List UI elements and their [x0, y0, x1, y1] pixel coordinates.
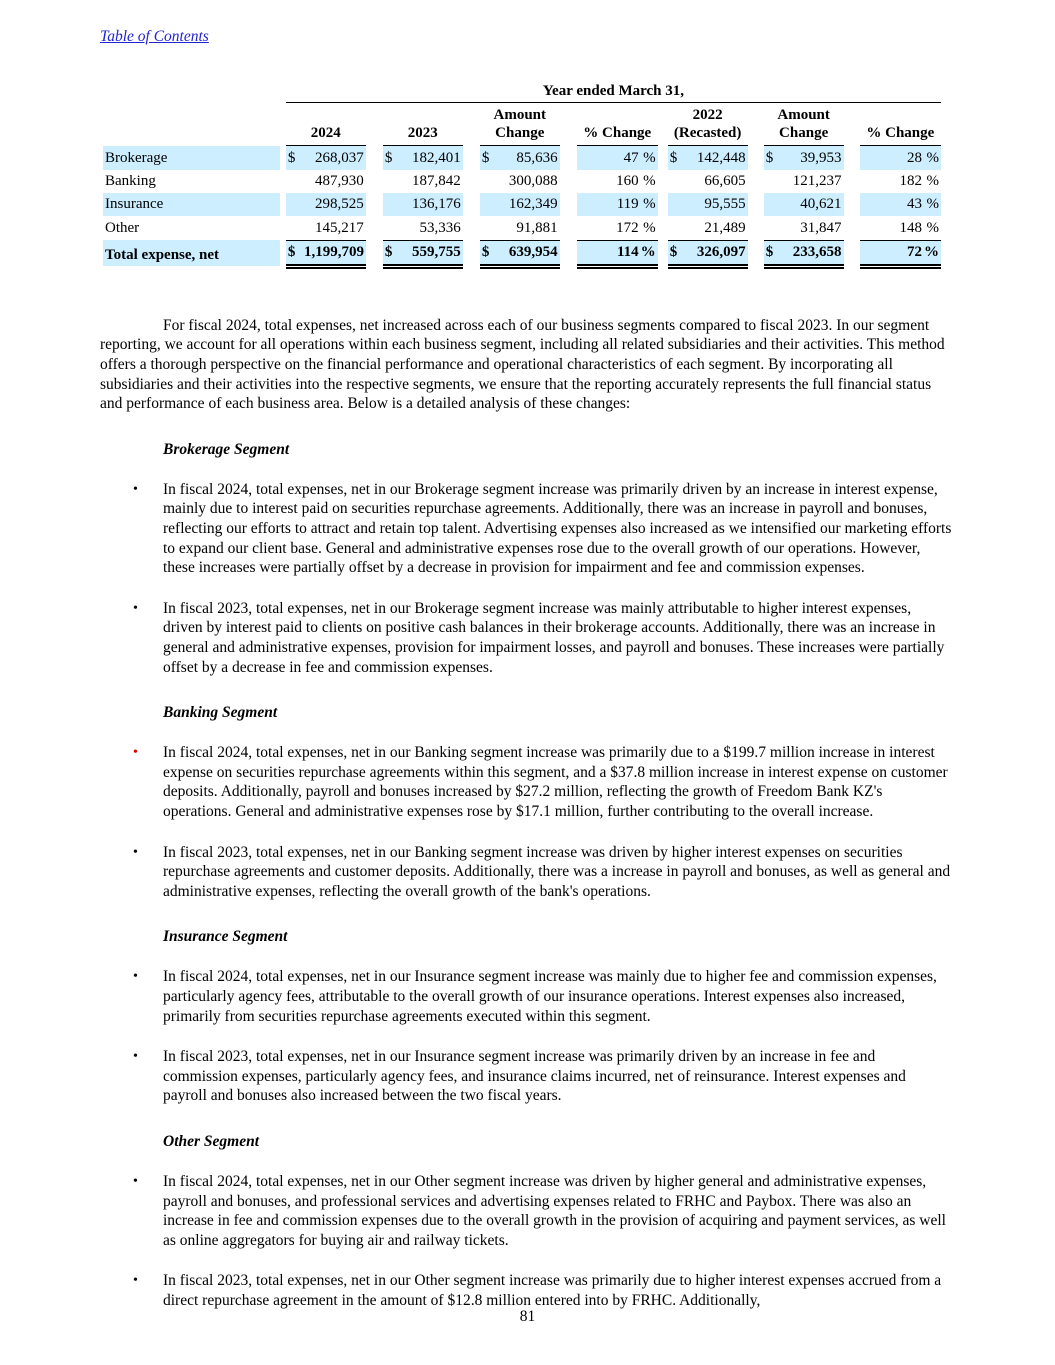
column-gap [844, 146, 860, 170]
column-gap [560, 240, 577, 266]
cell-2023-dollar [383, 170, 399, 193]
column-gap [658, 103, 668, 146]
column-gap [658, 216, 668, 240]
cell-pct-change-1: 47 % [577, 146, 658, 170]
column-gap [366, 146, 383, 170]
column-gap [658, 146, 668, 170]
col-header-2022-recasted: 2022 (Recasted) [668, 103, 748, 146]
cell-amount-change-2-dollar [764, 216, 780, 240]
column-gap [463, 146, 480, 170]
table-row-banking [103, 170, 941, 193]
header-spacer [103, 103, 280, 146]
cell-pct-change-1: 172 % [577, 216, 658, 240]
column-gap [658, 170, 668, 193]
table-row-other [103, 216, 941, 240]
cell-segment-label: Brokerage [103, 146, 280, 170]
cell-amount-change-2-dollar [764, 193, 780, 216]
cell-amount-change-2-dollar: $ [764, 146, 780, 170]
column-gap [463, 240, 480, 266]
column-gap [560, 103, 577, 146]
bullet-text: In fiscal 2023, total expenses, net in our Banking segment increase was driven by higher interest expenses on securities repurchase agreements and customer deposits. Additionally, there was a increase in payroll and bonuses, as well as general and administrative expenses, reflecting the overall growth of the bank's operations. [163, 843, 951, 900]
col-header-2023: 2023 [383, 103, 463, 146]
column-gap [748, 193, 764, 216]
col-header-amount-change-1: Amount Change [480, 103, 560, 146]
column-gap [748, 103, 764, 146]
column-gap [560, 193, 577, 216]
bullet-item [133, 599, 955, 677]
cell-amount-change-2-value: 233,658 [780, 240, 844, 266]
cell-amount-change-1-value: 85,636 [496, 146, 560, 170]
column-gap [366, 240, 383, 266]
cell-2023-value: 136,176 [399, 193, 463, 216]
col-header-pct-change-2: % Change [860, 103, 941, 146]
cell-2024-dollar: $ [286, 240, 302, 266]
cell-segment-label: Other [105, 220, 140, 237]
bullet-icon: • [133, 1049, 138, 1065]
segment-expense-table [103, 79, 941, 269]
page-number: 81 [519, 1308, 536, 1325]
bullet-item [133, 743, 955, 821]
bullet-text: In fiscal 2024, total expenses, net in our Banking segment increase was primarily due to a $199.7 million increase in interest expense on securities repurchase agreements within this segment, and a $37.8 million increase in interest expense on customer deposits. Additionally, payroll and bonuses increased by $27.2 million, reflecting the growth of Freedom Bank KZ's operations. General and administrative expenses rose by $17.1 million, further contributing to the overall increase. [163, 744, 948, 820]
cell-2023-dollar: $ [383, 146, 399, 170]
column-gap [844, 240, 860, 266]
cell-segment-label: Banking [105, 173, 156, 190]
col-header-amount-change-2: Amount Change [764, 103, 844, 146]
section-heading-other: Other Segment [163, 1132, 260, 1150]
cell-amount-change-1-value: 162,349 [496, 193, 560, 216]
cell-amount-change-1-dollar [480, 216, 496, 240]
cell-amount-change-2-dollar: $ [764, 240, 780, 266]
bullet-icon: • [133, 969, 138, 985]
cell-2024-dollar: $ [286, 146, 302, 170]
cell-2022-value: 66,605 [704, 173, 746, 190]
table-column-header-row [103, 103, 941, 146]
bullet-icon: • [133, 844, 138, 860]
column-gap [366, 216, 383, 240]
bullet-text: In fiscal 2024, total expenses, net in our Other segment increase was driven by higher general and administrative expenses, payroll and bonuses, and professional services and advertising expenses related to FRHC and Paybox. There was also an increase in fee and commission expenses due to the overall growth in the provision of acquiring and payment services, as well as online aggregators for buying air and railway tickets. [163, 1172, 946, 1249]
column-gap [748, 216, 764, 240]
cell-2023-value: 559,755 [399, 240, 463, 266]
cell-pct-change-2: 182 % [899, 173, 939, 190]
bullet-item [133, 480, 955, 578]
cell-2024-value: 487,930 [314, 173, 364, 190]
cell-segment-label: Insurance [103, 193, 280, 216]
column-gap [463, 170, 480, 193]
cell-2024-dollar [286, 193, 302, 216]
cell-pct-change-2: 28 % [860, 146, 941, 170]
cell-2023-dollar [383, 216, 399, 240]
bullet-icon-red: • [133, 745, 138, 761]
cell-2022-dollar [668, 193, 684, 216]
bullet-text: In fiscal 2023, total expenses, net in our Other segment increase was primarily due to higher interest expenses accrued from a direct repurchase agreement in the amount of $12.8 million entered into by FRHC. Additionally, [163, 1272, 942, 1309]
column-gap [658, 193, 668, 216]
cell-2024-value: 268,037 [302, 146, 366, 170]
column-gap [463, 193, 480, 216]
cell-2022-dollar: $ [668, 240, 684, 266]
bullet-text: In fiscal 2024, total expenses, net in our Brokerage segment increase was primarily driven by an increase in interest expense, mainly due to interest paid on securities repurchase agreements. Additionally, there was an increase in payroll and bonuses, reflecting our efforts to attract and retain top talent. Advertising expenses also increased as we intensified our marketing efforts to expand our client base. General and administrative expenses rose due to the overall growth of our operations. However, these increases were partially offset by a decrease in provision for impairment and fee and commission expenses. [163, 480, 952, 577]
column-gap [463, 216, 480, 240]
cell-2022-value: 21,489 [684, 216, 748, 240]
table-row-brokerage [103, 146, 941, 170]
column-gap [658, 240, 668, 266]
cell-2023-value: 187,842 [411, 173, 461, 190]
column-gap [560, 146, 577, 170]
table-row-total [103, 240, 941, 266]
column-gap [366, 103, 383, 146]
section-heading-insurance: Insurance Segment [163, 928, 288, 946]
cell-pct-change-1: 160 % [616, 173, 656, 190]
bullet-item [133, 843, 955, 902]
cell-segment-label: Total expense, net [103, 240, 280, 266]
segment-expense-table-container [103, 79, 955, 269]
table-of-contents-link[interactable]: Table of Contents [100, 28, 209, 45]
column-gap [560, 170, 577, 193]
table-period-header: Year ended March 31, [286, 79, 941, 103]
cell-2024-value: 298,525 [302, 193, 366, 216]
spanner-spacer [103, 79, 280, 103]
bullet-icon: • [133, 481, 138, 497]
bullet-text: In fiscal 2024, total expenses, net in our Insurance segment increase was mainly due to higher fee and commission expenses, particularly agency fees, attributable to the overall growth of our insurance operations. Interest expenses also increased, primarily from securities repurchase agreements executed within this segment. [163, 968, 937, 1025]
cell-2022-value: 326,097 [684, 240, 748, 266]
bullet-item [133, 1047, 955, 1106]
col-header-pct-change-1: % Change [577, 103, 658, 146]
cell-2023-value: 53,336 [399, 216, 463, 240]
bullet-item [133, 967, 955, 1026]
cell-amount-change-2-value: 40,621 [780, 193, 844, 216]
bullet-text: In fiscal 2023, total expenses, net in our Insurance segment increase was primarily driven by an increase in fee and commission expenses, particularly agency fees, and insurance claims incurred, net of reinsurance. Interest expenses and payroll and bonuses also increased between the two fiscal years. [163, 1048, 906, 1105]
cell-2022-dollar: $ [668, 146, 684, 170]
cell-2024-dollar [286, 170, 302, 193]
bullet-icon: • [133, 600, 138, 616]
column-gap [366, 193, 383, 216]
cell-amount-change-1-dollar: $ [480, 146, 496, 170]
bullet-icon: • [133, 1173, 138, 1189]
cell-amount-change-2-value: 121,237 [792, 173, 842, 190]
cell-2022-dollar [668, 216, 684, 240]
cell-amount-change-1-dollar [480, 170, 496, 193]
cell-amount-change-2-value: 31,847 [780, 216, 844, 240]
cell-pct-change-2: 148 % [860, 216, 941, 240]
cell-amount-change-2-dollar [764, 170, 780, 193]
table-spanner-row [103, 79, 941, 103]
cell-2022-value: 142,448 [684, 146, 748, 170]
cell-2024-value: 145,217 [302, 216, 366, 240]
column-gap [844, 216, 860, 240]
column-gap [463, 103, 480, 146]
cell-2022-dollar [668, 170, 684, 193]
cell-amount-change-1-dollar [480, 193, 496, 216]
cell-2024-value: 1,199,709 [302, 240, 366, 266]
bullet-text: In fiscal 2023, total expenses, net in our Brokerage segment increase was mainly attributable to higher interest expenses, driven by interest paid to clients on positive cash balances in their brokerage accounts. Additionally, there was an increase in general and administrative expenses, provision for impairment losses, and payroll and bonuses. These increases were partially offset by a decrease in fee and commission expenses. [163, 599, 945, 676]
cell-pct-change-1: 119 % [577, 193, 658, 216]
cell-pct-change-2: 72 % [860, 240, 941, 266]
column-gap [560, 216, 577, 240]
bullet-item [133, 1172, 955, 1250]
cell-2024-dollar [286, 216, 302, 240]
column-gap [844, 193, 860, 216]
cell-amount-change-2-value: 39,953 [780, 146, 844, 170]
column-gap [366, 170, 383, 193]
cell-amount-change-1-value: 639,954 [496, 240, 560, 266]
column-gap [748, 240, 764, 266]
cell-2022-value: 95,555 [684, 193, 748, 216]
cell-pct-change-2: 43 % [860, 193, 941, 216]
cell-2023-dollar: $ [383, 240, 399, 266]
cell-2023-value: 182,401 [399, 146, 463, 170]
bullet-icon: • [133, 1273, 138, 1289]
cell-pct-change-1: 114 % [577, 240, 658, 266]
column-gap [844, 103, 860, 146]
section-heading-brokerage: Brokerage Segment [163, 440, 290, 458]
bullet-item [133, 1271, 955, 1310]
table-row-insurance [103, 193, 941, 216]
intro-paragraph: For fiscal 2024, total expenses, net increased across each of our business segments compared to fiscal 2023. In our segment reporting, we account for all operations within each business segment, including all related subsidiaries and their activities. This method offers a thorough perspective on the financial performance and operational characteristics of each segment. By incorporating all subsidiaries and their activities into the respective segments, we ensure that the reporting accurately represents the full financial status and performance of each business area. Below is a detailed analysis of these changes: [100, 316, 945, 413]
col-header-2024: 2024 [286, 103, 366, 146]
cell-amount-change-1-value: 91,881 [496, 216, 560, 240]
section-heading-banking: Banking Segment [163, 704, 278, 722]
column-gap [748, 170, 764, 193]
column-gap [844, 170, 860, 193]
cell-2023-dollar [383, 193, 399, 216]
cell-amount-change-1-value: 300,088 [508, 173, 558, 190]
cell-amount-change-1-dollar: $ [480, 240, 496, 266]
column-gap [748, 146, 764, 170]
